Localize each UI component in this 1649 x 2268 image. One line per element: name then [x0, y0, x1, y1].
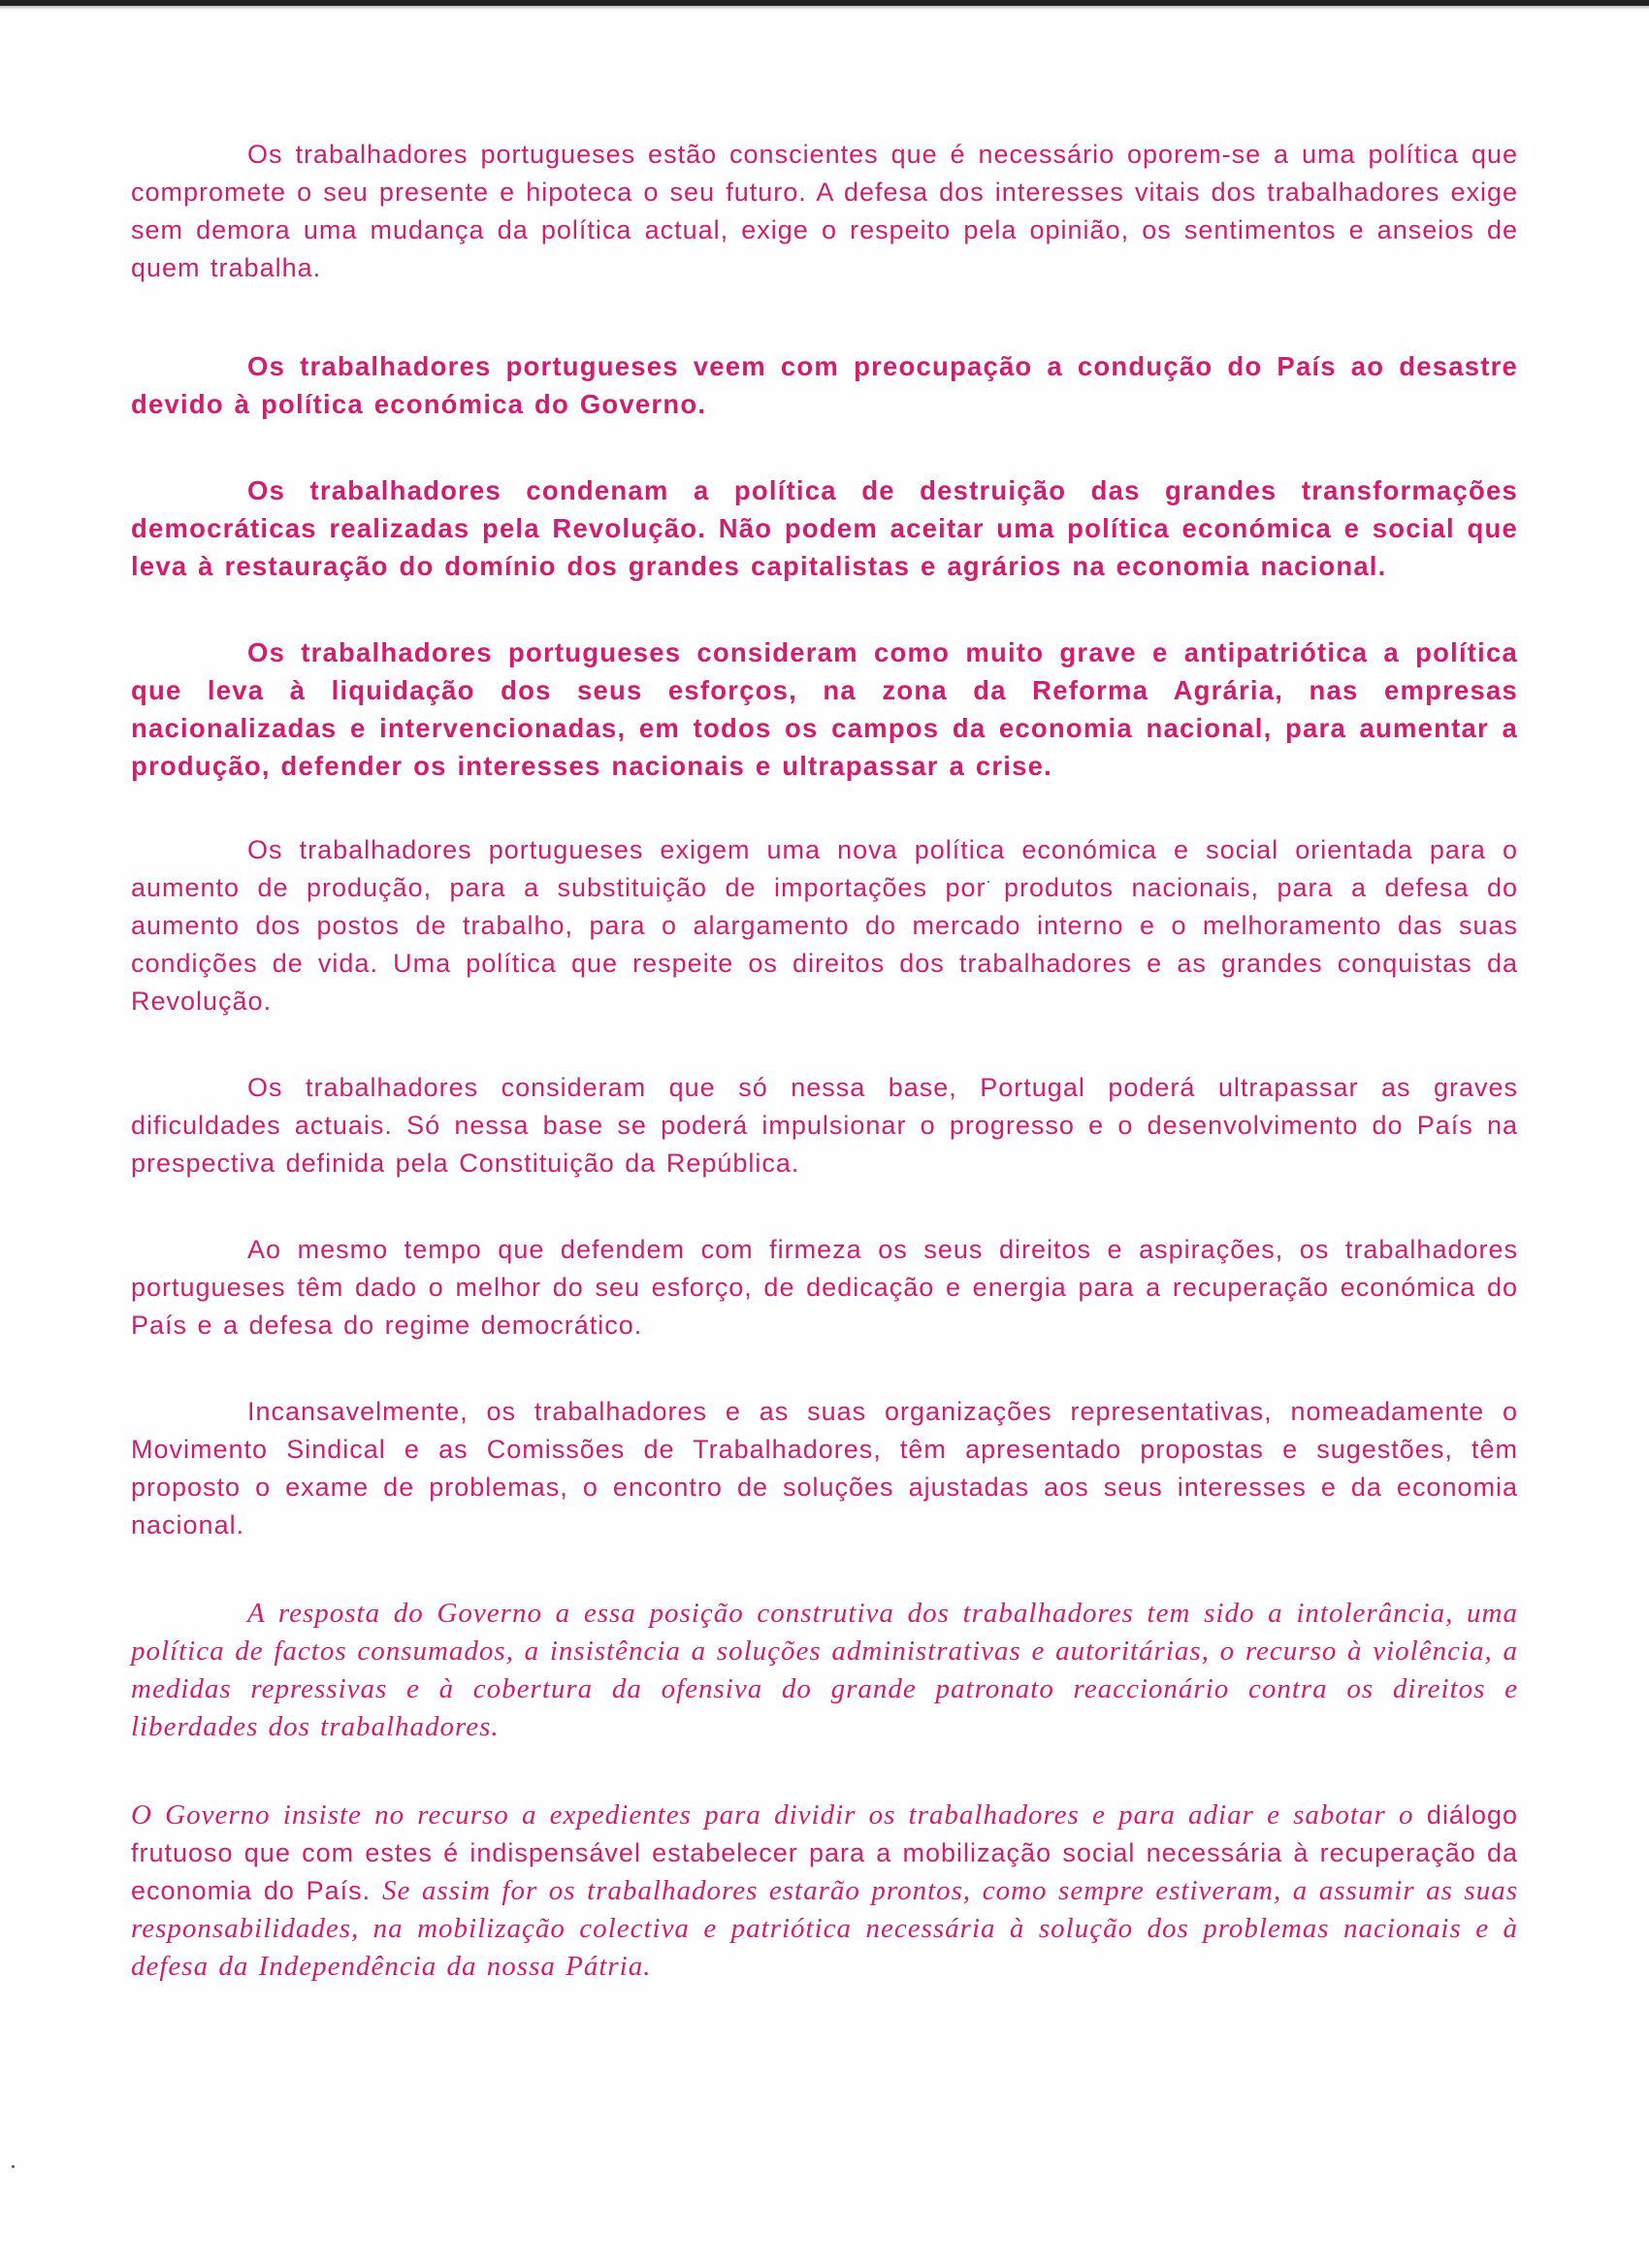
paragraph-10: [131, 1797, 1518, 1986]
paragraph-8: Incansavelmente, os trabalhadores e as suas organizações representativas, nomeadamente o Movimento Sindical e as Comissões de Trabalhadores, têm apresentado propostas e sugestões, têm proposto o exame de problemas, o encontro de soluções ajustadas aos seus interesses e da economia nacional.: [131, 1397, 1518, 1539]
paragraph-4: Os trabalhadores portugueses consideram como muito grave e antipatriótica a política que leva à liquidação dos seus esforços, na zona da Reforma Agrária, nas empresas nacionalizadas e intervencionadas, em todos os campos da economia nacional, para aumentar a produção, defender os interesses nacionais e ultrapassar a crise.: [131, 637, 1518, 781]
paragraph-1: Os trabalhadores portugueses estão conscientes que é necessário oporem-se a uma política que compromete o seu presente e hipoteca o seu futuro. A defesa dos interesses vitais dos trabalhadores exige sem demora uma mudança da política actual, exige o respeito pela opinião, os sentimentos e anseios de quem trabalha.: [131, 140, 1518, 282]
scan-top-edge: [0, 0, 1649, 10]
paragraph-9: A resposta do Governo a essa posição construtiva dos trabalhadores tem sido a intolerância, uma política de factos consumados, a insistência a soluções administrativas e autoritárias, o recurso à violência, a medidas repressivas e à cobertura da ofensiva do grande patronato reaccionário contra os direitos e liberdades dos trabalhadores.: [131, 1598, 1518, 1742]
paragraph-10-italic-end: Se assim for os trabalhadores estarão prontos, como sempre estiveram, a assumir as suas responsabilidades, na mobilização colectiva e patriótica necessária à solução dos problemas nacionais e à defesa da Independência da nossa Pátria.: [131, 1875, 1518, 1982]
paragraph-6: Os trabalhadores consideram que só nessa base, Portugal poderá ultrapassar as graves dificuldades actuais. Só nessa base se poderá impulsionar o progresso e o desenvolvimento do País na prespectiva definida pela Constituição da República.: [131, 1073, 1518, 1178]
scan-speck: [12, 2165, 15, 2168]
paragraph-10-italic-start: O Governo insiste no recurso a expedientes para dividir os trabalhadores e para adiar e sabotar o: [131, 1799, 1414, 1831]
paragraph-2: Os trabalhadores portugueses veem com preocupação a condução do País ao desastre devido à política económica do Governo.: [131, 351, 1518, 419]
document-body: [131, 136, 1518, 1986]
paragraph-3: Os trabalhadores condenam a política de destruição das grandes transformações democráticas realizadas pela Revolução. Não podem aceitar uma política económica e social que leva à restauração do domínio dos grandes capitalistas e agrários na economia nacional.: [131, 475, 1518, 581]
paragraph-10-regular-middle: diálogo frutuoso que com estes é indispensável estabelecer para a mobilização social necessária à recuperação da economia do País.: [131, 1800, 1518, 1905]
paragraph-7: Ao mesmo tempo que defendem com firmeza os seus direitos e aspirações, os trabalhadores portugueses têm dado o melhor do seu esforço, de dedicação e energia para a recuperação económica do País e a defesa do regime democrático.: [131, 1235, 1518, 1340]
paragraph-5: Os trabalhadores portugueses exigem uma nova política económica e social orientada para o aumento de produção, para a substituição de importações por produtos nacionais, para a defesa do aumento dos postos de trabalho, para o alargamento do mercado interno e o melhoramento das suas condições de vida. Uma política que respeite os direitos dos trabalhadores e as grandes conquistas da Revolução.: [131, 835, 1518, 1016]
